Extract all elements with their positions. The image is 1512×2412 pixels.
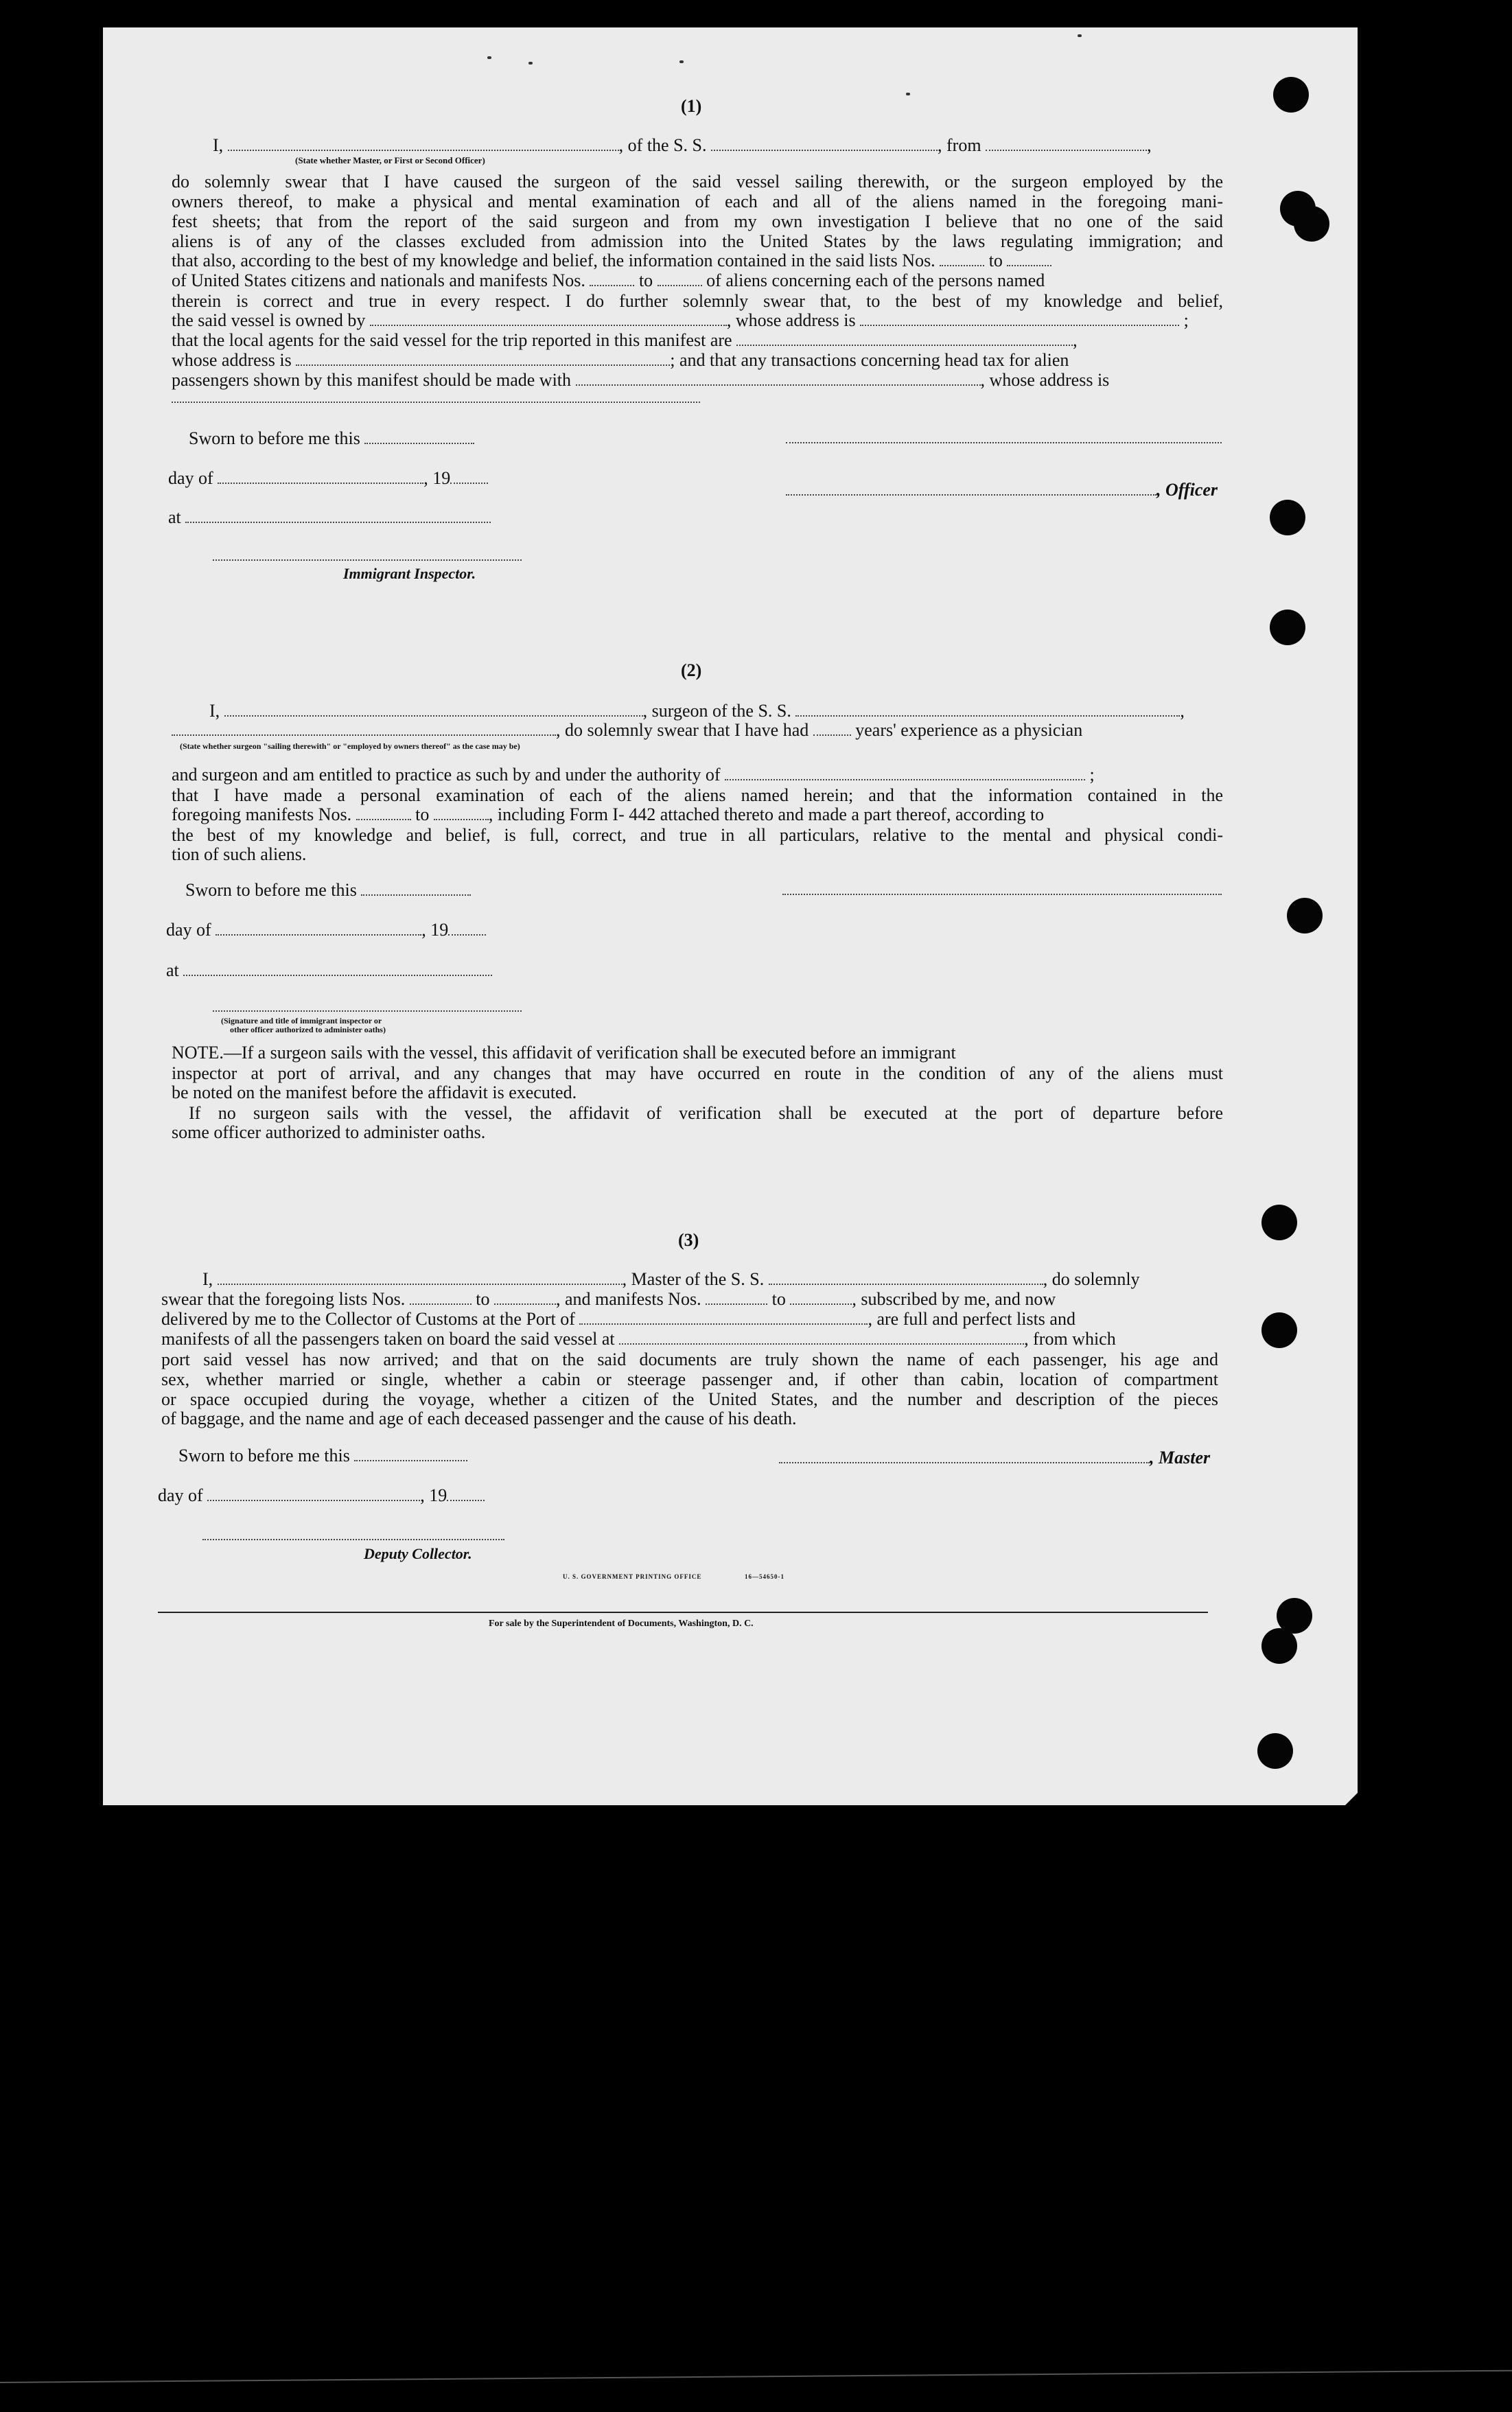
s3-line-3: of baggage, and the name and age of each deceased passenger and the cause of his death. [161, 1408, 797, 1428]
text: I, [202, 1269, 213, 1289]
blank-year [448, 922, 486, 936]
note-line-1: inspector at port of arrival, and any changes that may have occurred en route in the condition of any of the aliens must [172, 1063, 1223, 1083]
blank-head-tax-party [576, 372, 981, 386]
text: passengers shown by this manifest should be made with [172, 370, 572, 390]
printer-code: 16—54650-1 [745, 1573, 784, 1580]
s3-manifests-line [161, 1330, 1116, 1349]
s1-line-0: do solemnly swear that I have caused the surgeon of the said vessel sailing therewith, or the surgeon employed by the [172, 172, 1223, 192]
blank-month [207, 1487, 420, 1501]
master-signature-line [779, 1448, 1210, 1468]
punch-hole [1294, 206, 1329, 242]
text: day of [168, 468, 213, 488]
blank-lists-from [410, 1291, 472, 1305]
blank-port [579, 1311, 868, 1325]
blank-surgeon-status [172, 722, 556, 736]
blank-lists-to [494, 1291, 556, 1305]
s1-line-1: owners thereof, to make a physical and mental examination of each and all of the aliens named in the foregoing mani- [172, 192, 1223, 211]
text: the said vessel is owned by [172, 310, 366, 330]
blank-lists-from [940, 253, 984, 266]
punch-hole [1287, 898, 1323, 934]
text: , whose address is [980, 370, 1110, 390]
blank-officer-name [228, 137, 619, 151]
text: day of [158, 1485, 203, 1505]
blank-lists-to [1007, 253, 1051, 266]
note-line-4: some officer authorized to administer oaths. [172, 1122, 486, 1142]
blank-years [813, 722, 851, 736]
folded-corner [1345, 1754, 1397, 1805]
blank-sworn-day [354, 1448, 467, 1461]
text: —If a surgeon sails with the vessel, this affidavit of verification shall be executed before an immigrant [223, 1043, 956, 1063]
text: , do solemnly [1043, 1269, 1140, 1289]
printer-office: U. S. GOVERNMENT PRINTING OFFICE [563, 1573, 702, 1580]
footer-rule [158, 1612, 1208, 1613]
punch-hole [1257, 1733, 1293, 1769]
text: at [168, 507, 181, 527]
blank-month [218, 470, 423, 484]
text: , including Form I- 442 attached thereto and made a part thereof, according to [488, 804, 1045, 824]
text: , 19 [421, 920, 449, 940]
punch-hole [1261, 1312, 1297, 1348]
punch-hole [1273, 77, 1309, 113]
s1-sworn-line [189, 429, 474, 448]
text: Sworn to before me this [189, 428, 360, 448]
s1-line-3: aliens is of any of the classes excluded from admission into the United States by the laws regulating immigration; and [172, 231, 1223, 251]
section-3-heading: (3) [678, 1230, 699, 1250]
text: , do solemnly swear that I have had [556, 720, 809, 740]
s2-day-line [166, 920, 486, 940]
deputy-collector-label: Deputy Collector. [364, 1545, 472, 1562]
text: I, [209, 701, 220, 721]
text: day of [166, 920, 211, 940]
signature-note-2: other officer authorized to administer oaths) [230, 1025, 386, 1034]
blank-master-signature [779, 1450, 1150, 1463]
s3-delivered-line [161, 1310, 1075, 1329]
blank-year [450, 470, 488, 484]
section-1-first-line: I, , of the S. S. , from , [213, 135, 1152, 155]
immigrant-inspector-label: Immigrant Inspector. [343, 565, 476, 582]
s1-at-line [168, 508, 491, 527]
section-1-heading: (1) [681, 96, 702, 116]
text: of aliens concerning each of the persons named [706, 270, 1045, 290]
text: of United States citizens and nationals and manifests Nos. [172, 270, 585, 290]
text: at [166, 960, 179, 980]
scan-speck [679, 60, 684, 63]
footer-text: For sale by the Superintendent of Documents, Washington, D. C. [489, 1619, 754, 1629]
blank-sworn-day [361, 882, 471, 896]
text: to [638, 270, 653, 290]
text: years' experience as a physician [855, 720, 1083, 740]
scan-speck [487, 56, 491, 59]
text: , from [938, 135, 981, 155]
blank-vessel-name [795, 703, 1180, 717]
text: , from which [1024, 1329, 1116, 1349]
s1-line-8: that the local agents for the said vessel for the trip reported in this manifest are , [172, 330, 1078, 350]
blank-month [216, 922, 421, 936]
s3-sworn-line [178, 1446, 467, 1465]
collector-signature-line [202, 1539, 504, 1540]
text: to [771, 1289, 786, 1309]
s1-line-10 [172, 371, 1109, 390]
s2-line-2: tion of such aliens. [172, 844, 307, 864]
note-line-2: be noted on the manifest before the affidavit is executed. [172, 1082, 577, 1102]
blank-port-from [986, 137, 1147, 151]
punch-hole [1270, 500, 1305, 535]
s1-line-7: the said vessel is owned by , whose address is ; [172, 310, 1189, 330]
s1-line-6: therein is correct and true in every respect. I do further solemnly swear that, to the best of my knowledge and belief, [172, 291, 1223, 311]
text: and surgeon and am entitled to practice as such by and under the authority of [172, 765, 721, 785]
blank-embarkation-port [619, 1331, 1024, 1345]
note-label: NOTE. [172, 1043, 224, 1063]
s2-line-1: the best of my knowledge and belief, is full, correct, and true in all particulars, relative to the mental and physical condi- [172, 825, 1223, 845]
blank-officer-signature [786, 482, 1156, 496]
text: ; and that any transactions concerning head tax for alien [670, 350, 1069, 370]
s1-line-4 [172, 251, 1051, 270]
blank-year [447, 1487, 485, 1501]
officer-note: (State whether Master, or First or Second Officer) [295, 155, 485, 165]
text: to [476, 1289, 490, 1309]
text: to [415, 804, 430, 824]
text: delivered by me to the Collector of Customs at the Port of [161, 1309, 575, 1329]
surgeon-signature-line [782, 894, 1222, 895]
text: , Officer [1156, 480, 1218, 500]
text: Sworn to before me this [185, 880, 357, 900]
scan-speck [528, 62, 533, 65]
note-first-line [172, 1043, 956, 1063]
text: Sworn to before me this [178, 1446, 350, 1465]
blank-master-name [218, 1271, 623, 1285]
text: whose address is [172, 350, 292, 370]
punch-hole [1261, 1205, 1297, 1240]
blank-manifests-to [658, 272, 702, 286]
blank-manifest-from [356, 807, 411, 820]
blank-owner-address [860, 312, 1179, 326]
blank-at-place [185, 509, 491, 523]
text: , Master [1150, 1448, 1211, 1468]
scan-speck [1078, 34, 1082, 37]
note-line-3: If no surgeon sails with the vessel, the affidavit of verification shall be executed at the port of departure before [189, 1103, 1223, 1123]
s2-line-0: that I have made a personal examination of each of the aliens named herein; and that the information contained in the [172, 785, 1223, 805]
text: , are full and perfect lists and [868, 1309, 1075, 1329]
s2-second-line [172, 721, 1082, 740]
blank-manifests-from [706, 1291, 767, 1305]
s3-day-line [158, 1486, 485, 1505]
signature-note-1: (Signature and title of immigrant inspector or [221, 1016, 382, 1025]
s1-line-5 [172, 271, 1045, 290]
s3-line-1: sex, whether married or single, whether a cabin or steerage passenger and, if other than cabin, location of compartment [161, 1369, 1218, 1389]
text: , and manifests Nos. [556, 1289, 701, 1309]
text: , surgeon of the S. S. [642, 701, 791, 721]
text: foregoing manifests Nos. [172, 804, 352, 824]
text: that the local agents for the said vessel for the trip reported in this manifest are [172, 330, 732, 350]
scan-speck [906, 93, 910, 95]
surgeon-status-note: (State whether surgeon "sailing therewith" or "employed by owners thereof" as the case may be) [180, 741, 520, 751]
s1-line-2: fest sheets; that from the report of the said surgeon and from my own investigation I believe that no one of the said [172, 211, 1223, 231]
blank-manifests-to [790, 1291, 852, 1305]
officer-signature-line [786, 442, 1222, 443]
blank-vessel-name [769, 1271, 1043, 1285]
scan-line [0, 2370, 1512, 2383]
officer-line [786, 480, 1218, 500]
text: I, [213, 135, 224, 155]
blank-at-place [183, 962, 492, 976]
section-2-heading: (2) [681, 660, 702, 680]
s3-line-0: port said vessel has now arrived; and that on the said documents are truly shown the name of each passenger, his age and [161, 1349, 1218, 1369]
s2-sworn-line [185, 881, 471, 900]
s2-at-line [166, 961, 492, 980]
s1-day-line [168, 469, 488, 488]
blank-authority [725, 767, 1085, 780]
blank-vessel-name [711, 137, 938, 151]
text: , whose address is [726, 310, 856, 330]
blank-manifest-to [434, 807, 489, 820]
text: , of the S. S. [618, 135, 707, 155]
inspector-signature-line [213, 559, 522, 561]
blank-sworn-day [364, 430, 474, 444]
document-page [103, 27, 1358, 1805]
s1-line-9 [172, 351, 1069, 370]
blank-owner [370, 312, 727, 326]
text: to [988, 251, 1003, 270]
blank-manifests-from [590, 272, 634, 286]
punch-hole [1261, 1628, 1297, 1664]
text: , 19 [423, 468, 451, 488]
text: , 19 [420, 1485, 447, 1505]
s2-foregoing-line [172, 805, 1044, 824]
text: , subscribed by me, and now [852, 1289, 1056, 1309]
blank-agents-address [296, 352, 670, 366]
s3-line-2: or space occupied during the voyage, whether a citizen of the United States, and the number and description of the pieces [161, 1389, 1218, 1409]
text: manifests of all the passengers taken on board the said vessel at [161, 1329, 615, 1349]
s2-first-line: I, , surgeon of the S. S. , [209, 701, 1185, 721]
s2-authority-line: and surgeon and am entitled to practice as such by and under the authority of ; [172, 765, 1095, 785]
blank-local-agents [736, 332, 1073, 346]
text: that also, according to the best of my knowledge and belief, the information contained in the said lists Nos. [172, 251, 935, 270]
punch-hole [1270, 610, 1305, 645]
s3-lists-line [161, 1290, 1056, 1309]
text: swear that the foregoing lists Nos. [161, 1289, 406, 1309]
text: , Master of the S. S. [622, 1269, 765, 1289]
s3-first-line [202, 1270, 1140, 1289]
blank-surgeon-name [224, 703, 643, 717]
authority-signature-line [213, 1010, 522, 1012]
blank-head-tax-address [172, 402, 700, 403]
